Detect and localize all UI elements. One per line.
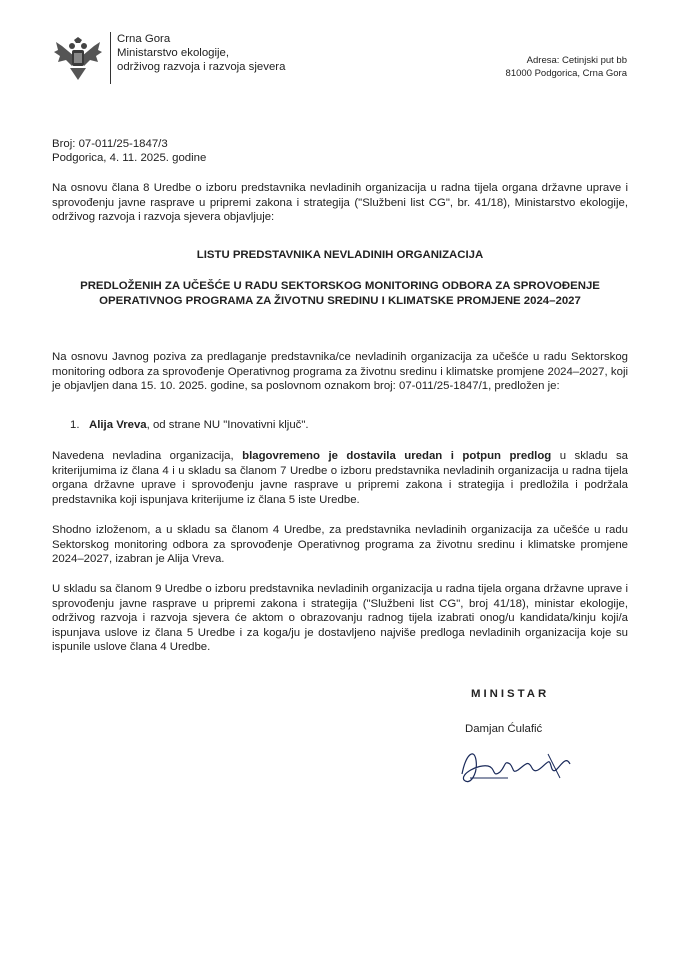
- signature-title: MINISTAR: [471, 688, 550, 700]
- nominee-name: Alija Vreva: [89, 419, 147, 431]
- country-name: Crna Gora: [117, 33, 171, 45]
- paragraph-3: Shodno izloženom, a u skladu sa članom 4 Uredbe, za predstavnika nevladinih organizacija za učešće u radu Sektorskog monitoring odbora za sprovođenje Operativnog programa za životnu sredinu i klimatske promjene 2024–2027, izabran je Alija Vreva.: [52, 524, 628, 565]
- document-title: LISTU PREDSTAVNIKA NEVLADINIH ORGANIZACIJA: [196, 249, 484, 261]
- signatory-name: Damjan Ćulafić: [465, 723, 543, 735]
- address-block: [506, 54, 627, 80]
- coat-of-arms-icon: [52, 36, 104, 84]
- paragraph-2: [52, 449, 628, 507]
- place-date: Podgorica, 4. 11. 2025. godine: [52, 152, 207, 164]
- intro-paragraph: Na osnovu člana 8 Uredbe o izboru predstavnika nevladinih organizacija u radna tijela organa državne uprave i sprovođenju javne rasprave u pripremi zakona i strategija ("Službeni list CG", br. 41/18), Ministarstvo ekologije, održivog razvoja i razvoja sjevera objavljuje:: [52, 182, 628, 223]
- nominee-organization: , od strane NU "Inovativni ključ".: [146, 419, 309, 431]
- paragraph-2-emphasis: blagovremeno je dostavila uredan i potpun predlog: [242, 450, 552, 462]
- nominee-number: 1.: [70, 419, 80, 431]
- header-divider: [110, 32, 111, 84]
- address-line1: Adresa: Cetinjski put bb: [526, 55, 627, 66]
- ministry-name-line2: održivog razvoja i razvoja sjevera: [117, 61, 286, 73]
- nominee-list-item: [70, 418, 309, 433]
- ministry-header: [117, 32, 285, 74]
- address-line2: 81000 Podgorica, Crna Gora: [505, 68, 627, 79]
- paragraph-1: Na osnovu Javnog poziva za predlaganje predstavnika/ce nevladinih organizacija za učešće u radu Sektorskog monitoring odbora za sprovođenje Operativnog programa za životnu sredinu i klimatske promjene 2024–2027, koji je objavljen dana 15. 10. 2025. godine, sa poslovnom oznakom broj: 07-011/25-1847/1, predložen je:: [52, 351, 628, 392]
- document-subtitle: PREDLOŽENIH ZA UČEŠĆE U RADU SEKTORSKOG MONITORING ODBORA ZA SPROVOĐENJE OPERATIVNOG PROGRAMA ZA ŽIVOTNU SREDINU I KLIMATSKE PROMJENE 2024–2027: [80, 280, 600, 307]
- handwritten-signature: [448, 734, 588, 794]
- reference-block: [52, 137, 206, 165]
- paragraph-4: U skladu sa članom 9 Uredbe o izboru predstavnika nevladinih organizacija u radna tijela organa državne uprave i sprovođenju javne rasprave u pripremi zakona i strategija ("Službeni list CG", broj 41/18), ministar ekologije, održivog razvoja i razvoja sjevera će aktom o obrazovanju radnog tijela izabrati onog/u kandidata/kinju koji/a ispunjava uslove iz člana 5 Uredbe i za koga/ju je dostavljeno najviše predloga nevladinih organizacija koje su ispunile uslove člana 4 Uredbe.: [52, 583, 628, 653]
- paragraph-2-end: u skladu sa kriterijumima iz člana 4 i u skladu sa članom 7 Uredbe o izboru predstavnika nevladinih organizacija u radna tijela organa državne uprave i sprovođenju javne rasprave u pripremi zakona i strategija i predložila i podržala predstavnika koji ispunjava kriterijume iz člana 5 iste Uredbe.: [52, 450, 628, 506]
- ministry-name-line1: Ministarstvo ekologije,: [117, 47, 230, 59]
- paragraph-2-start: Navedena nevladina organizacija,: [52, 450, 243, 462]
- document-number: Broj: 07-011/25-1847/3: [52, 138, 168, 150]
